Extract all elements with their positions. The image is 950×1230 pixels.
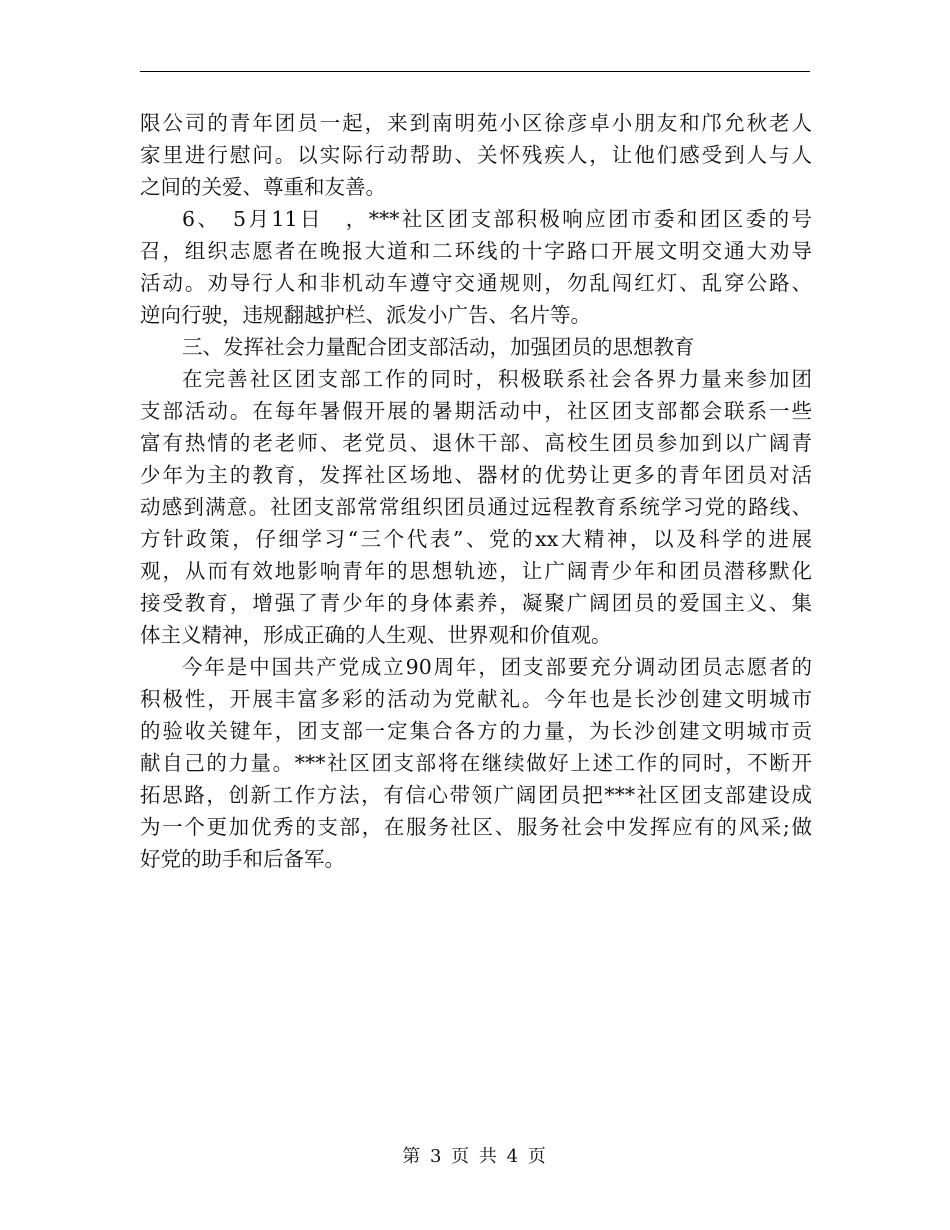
page-number-footer: 第 3 页 共 4 页 [402,1146,548,1167]
text-line: 体主义精神，形成正确的人生观、世界观和价值观。 [140,623,612,647]
text-line: 动感到满意。社团支部常常组织团员通过远程教育系统学习党的路线、 [140,495,812,519]
text-line: 好党的助手和后备军。 [140,847,345,871]
text-line: 活动。劝导行人和非机动车遵守交通规则，勿乱闯红灯、乱穿公路、 [140,271,812,295]
text-line: 观，从而有效地影响青年的思想轨迹，让广阔青少年和团员潜移默化 [140,559,812,583]
text-line: 的验收关键年，团支部一定集合各方的力量，为长沙创建文明城市贡 [140,719,812,743]
document-body [140,107,812,875]
paragraph-closing [140,651,812,875]
text-line: 逆向行驶，违规翻越护栏、派发小广告、名片等。 [140,303,591,327]
text-line: 支部活动。在每年暑假开展的暑期活动中，社区团支部都会联系一些 [140,399,812,423]
paragraph-social-forces [140,363,812,651]
section-heading: 三、发挥社会力量配合团支部活动，加强团员的思想教育 [182,335,695,359]
text-line: 家里进行慰问。以实际行动帮助、关怀残疾人，让他们感受到人与人 [140,143,812,167]
text-line: 之间的关爱、尊重和友善。 [140,175,386,199]
header-rule [140,71,810,72]
text-line: 拓思路，创新工作方法，有信心带领广阔团员把***社区团支部建设成 [140,783,812,807]
text-line: 少年为主的教育，发挥社区场地、器材的优势让更多的青年团员对活 [140,463,812,487]
text-line: 富有热情的老老师、老党员、退休干部、高校生团员参加到以广阔青 [140,431,812,455]
text-line: 今年是中国共产党成立90周年，团支部要充分调动团员志愿者的 [182,655,812,679]
text-line: 在完善社区团支部工作的同时，积极联系社会各界力量来参加团 [182,367,812,391]
text-line: 献自己的力量。***社区团支部将在继续做好上述工作的同时，不断开 [140,751,812,775]
text-line: 接受教育，增强了青少年的身体素养，凝聚广阔团员的爱国主义、集 [140,591,812,615]
text-line: 召，组织志愿者在晚报大道和二环线的十字路口开展文明交通大劝导 [140,239,812,263]
section-heading-3 [140,331,812,363]
paragraph-continuation [140,107,812,203]
text-line: 为一个更加优秀的支部，在服务社区、服务社会中发挥应有的风采;做 [140,815,812,839]
paragraph-item-6 [140,203,812,331]
text-line: 6、 5月11日 ，***社区团支部积极响应团市委和团区委的号 [182,207,812,231]
text-line: 方针政策，仔细学习“三个代表”、党的xx大精神，以及科学的进展 [140,527,812,551]
text-line: 积极性，开展丰富多彩的活动为党献礼。今年也是长沙创建文明城市 [140,687,812,711]
text-line: 限公司的青年团员一起，来到南明苑小区徐彦卓小朋友和邝允秋老人 [140,111,812,135]
